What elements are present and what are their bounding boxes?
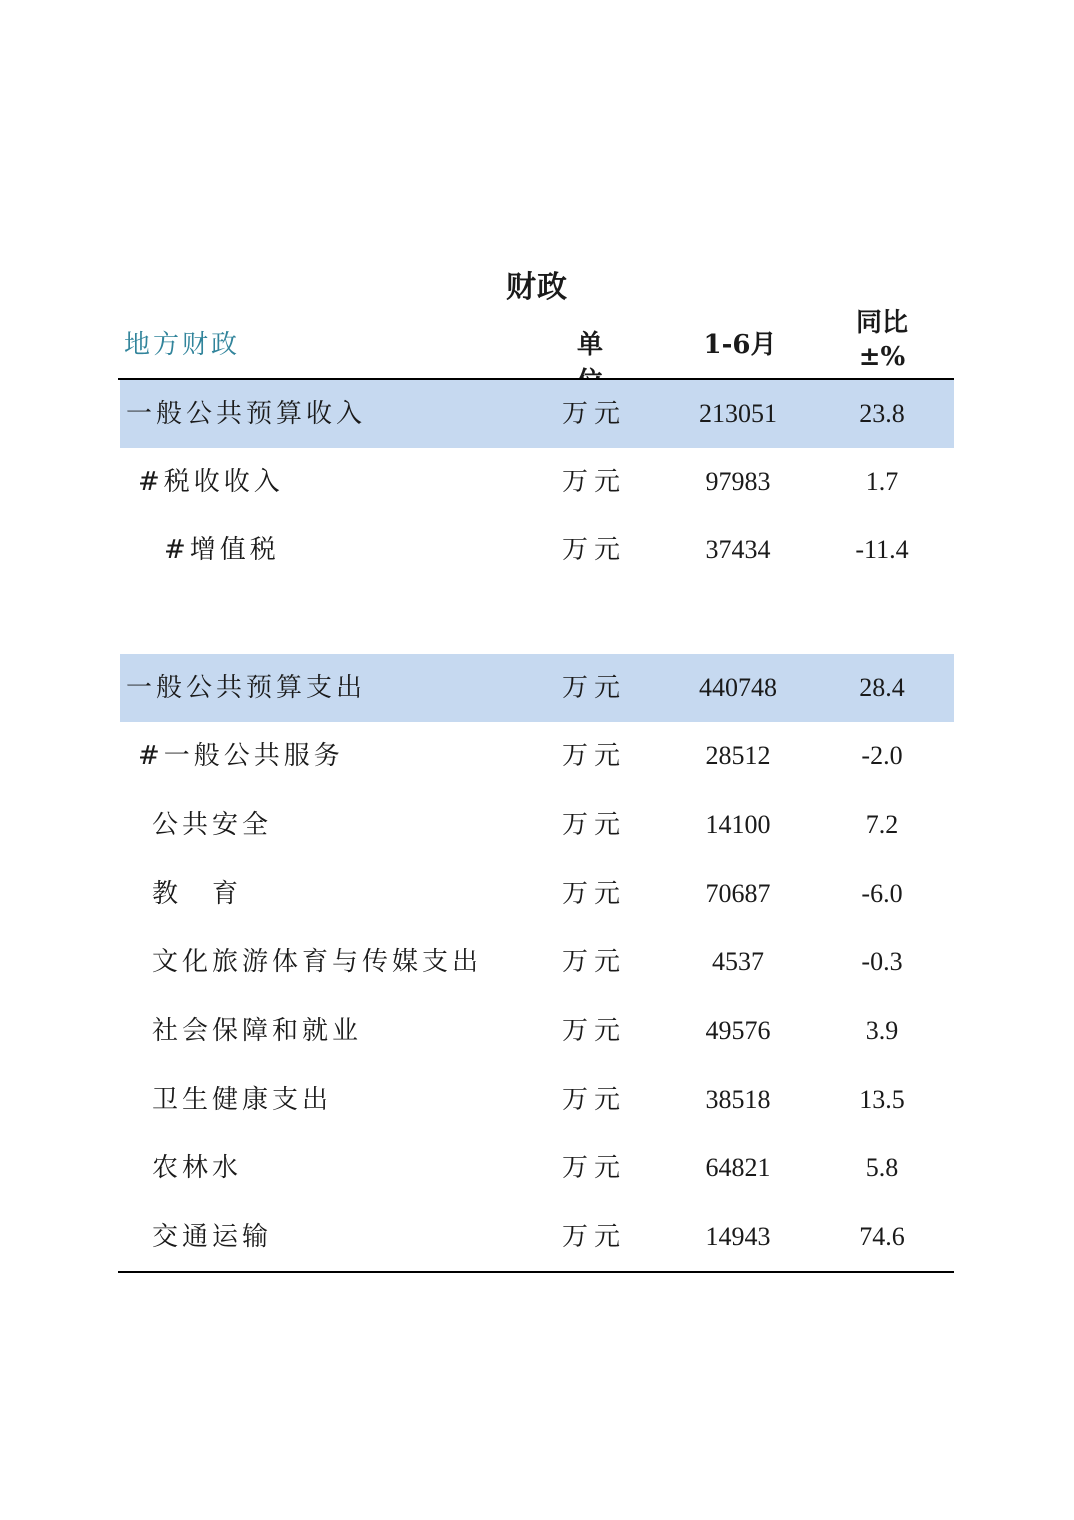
row-value: 14100 <box>705 810 771 839</box>
table-row <box>120 1134 954 1202</box>
row-unit: 万元 <box>562 1085 627 1115</box>
section-heading: 地方财政 <box>124 330 241 360</box>
row-yoy: 3.9 <box>865 1016 899 1045</box>
row-label: 卫生健康支出 <box>152 1085 333 1115</box>
row-label: 教 育 <box>152 879 243 909</box>
row-unit: 万元 <box>562 467 627 497</box>
row-unit: 万元 <box>562 810 627 840</box>
row-value: 64821 <box>705 1153 771 1182</box>
row-value: 14943 <box>705 1222 771 1251</box>
row-yoy: 23.8 <box>859 399 905 428</box>
table-row <box>120 997 954 1065</box>
row-unit: 万元 <box>562 673 627 703</box>
row-value: 38518 <box>705 1085 771 1114</box>
row-value: 213051 <box>699 399 777 428</box>
row-yoy: -6.0 <box>861 879 903 908</box>
row-unit: 万元 <box>562 1222 627 1252</box>
row-value: 28512 <box>705 741 771 770</box>
table-row <box>120 516 954 584</box>
table-row <box>120 928 954 996</box>
row-yoy: -11.4 <box>855 535 909 564</box>
row-unit: 万元 <box>562 879 627 909</box>
yoy-header-line1: 同比 <box>855 308 908 338</box>
row-label: #增值税 <box>164 535 280 565</box>
table-row <box>120 791 954 859</box>
row-unit: 万元 <box>562 399 627 429</box>
row-unit: 万元 <box>562 1153 627 1183</box>
row-yoy: 74.6 <box>859 1222 905 1251</box>
row-value: 70687 <box>705 879 771 908</box>
unit-column-header: 单 <box>576 330 609 360</box>
table-header <box>120 306 954 378</box>
row-label: 交通运输 <box>152 1222 273 1252</box>
period-column-header: 1-6月 <box>703 330 777 360</box>
row-value: 49576 <box>705 1016 771 1045</box>
row-value: 440748 <box>699 673 777 702</box>
row-label: 社会保障和就业 <box>152 1016 363 1046</box>
yoy-column-header <box>832 306 932 374</box>
row-value: 97983 <box>705 467 771 496</box>
table-row-expenditure-total <box>120 654 954 722</box>
row-label: #一般公共服务 <box>138 741 344 771</box>
table-row <box>120 1203 954 1271</box>
yoy-header-line2: ±% <box>858 342 906 372</box>
row-label: 一般公共预算收入 <box>126 399 367 429</box>
row-label: 一般公共预算支出 <box>126 673 367 703</box>
table-bottom-rule <box>118 1271 954 1273</box>
table-row <box>120 860 954 928</box>
row-label: 文化旅游体育与传媒支出 <box>152 947 483 977</box>
row-unit: 万元 <box>562 1016 627 1046</box>
row-yoy: 13.5 <box>859 1085 905 1114</box>
row-yoy: -0.3 <box>861 947 903 976</box>
row-label: 公共安全 <box>152 810 273 840</box>
row-yoy: 7.2 <box>865 810 899 839</box>
page-title: 财政 <box>506 270 568 305</box>
table-row <box>120 1066 954 1134</box>
row-unit: 万元 <box>562 741 627 771</box>
row-yoy: 1.7 <box>865 467 899 496</box>
row-yoy: 28.4 <box>859 673 905 702</box>
row-yoy: 5.8 <box>865 1153 899 1182</box>
row-value: 37434 <box>705 535 771 564</box>
row-label: 农林水 <box>152 1153 243 1183</box>
table-row-revenue-total <box>120 380 954 448</box>
row-label: #税收收入 <box>138 467 284 497</box>
table-row <box>120 722 954 790</box>
row-unit: 万元 <box>562 947 627 977</box>
row-unit: 万元 <box>562 535 627 565</box>
row-yoy: -2.0 <box>861 741 903 770</box>
table-row <box>120 448 954 516</box>
row-value: 4537 <box>712 947 764 976</box>
